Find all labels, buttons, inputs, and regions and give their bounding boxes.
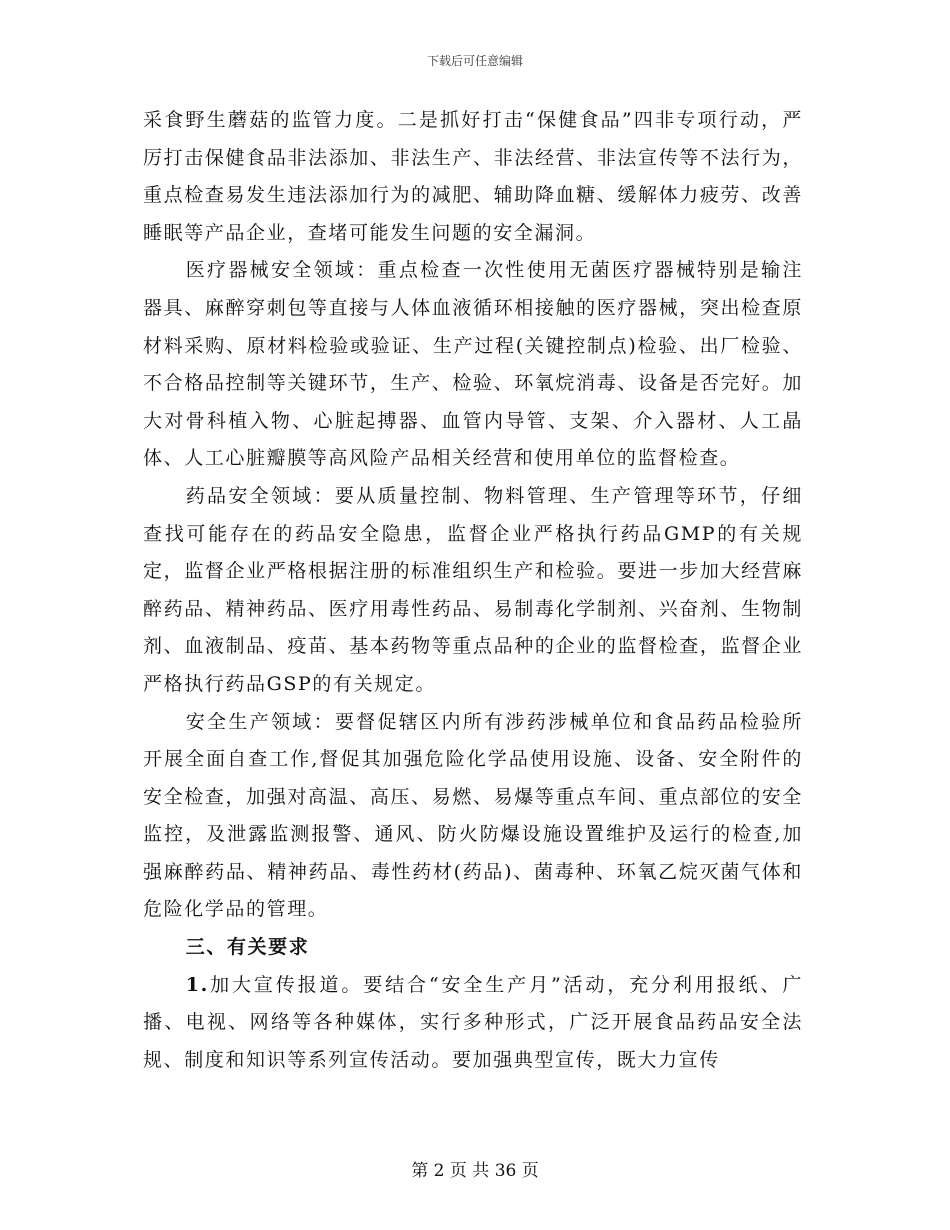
paragraph-requirement-1 (143, 967, 803, 1080)
paragraph-medical-devices: 医疗器械安全领域：重点检查一次性使用无菌医疗器械特别是输注器具、麻醉穿刺包等直接与人体血液循环相接触的医疗器械，突出检查原材料采购、原材料检验或验证、生产过程(关键控制点)检验、出厂检验、不合格品控制等关键环节，生产、检验、环氧烷消毒、设备是否完好。加大对骨科植入物、心脏起搏器、血管内导管、支架、介入器材、人工晶体、人工心脏瓣膜等高风险产品相关经营和使用单位的监督检查。 (143, 259, 803, 470)
paragraph-food-supervision: 采食野生蘑菇的监管力度。二是抓好打击“保健食品”四非专项行动，严厉打击保健食品非法添加、非法生产、非法经营、非法宣传等不法行为，重点检查易发生违法添加行为的减肥、辅助降血糖、缓解体力疲劳、改善睡眠等产品企业，查堵可能发生问题的安全漏洞。 (143, 109, 803, 244)
item-text: 加大宣传报道。要结合“安全生产月”活动，充分利用报纸、广播、电视、网络等各种媒体，实行多种形式，广泛开展食品药品安全法规、制度和知识等系列宣传活动。要加强典型宣传，既大力宣传 (143, 973, 803, 1071)
page-footer: 第 2 页 共 36 页 (411, 1161, 539, 1181)
section-heading: 三、有关要求 (185, 936, 310, 959)
page-header: 下载后可任意编辑 (426, 54, 523, 68)
paragraph-drug-safety: 药品安全领域：要从质量控制、物料管理、生产管理等环节，仔细查找可能存在的药品安全隐患，监督企业严格执行药品GMP的有关规定，监督企业严格根据注册的标准组织生产和检验。要进一步加大经营麻醉药品、精神药品、医疗用毒性药品、易制毒化学制剂、兴奋剂、生物制剂、血液制品、疫苗、基本药物等重点品种的企业的监督检查，监督企业严格执行药品GSP的有关规定。 (143, 484, 803, 695)
paragraph-production-safety: 安全生产领域：要督促辖区内所有涉药涉械单位和食品药品检验所开展全面自查工作,督促其加强危险化学品使用设施、设备、安全附件的安全检查，加强对高温、高压、易燃、易爆等重点车间、重点部位的安全监控，及泄露监测报警、通风、防火防爆设施设置维护及运行的检查,加强麻醉药品、精神药品、毒性药材(药品)、菌毒种、环氧乙烷灭菌气体和危险化学品的管理。 (143, 710, 803, 921)
item-number: 1. (185, 973, 209, 996)
document-body (143, 102, 803, 1079)
